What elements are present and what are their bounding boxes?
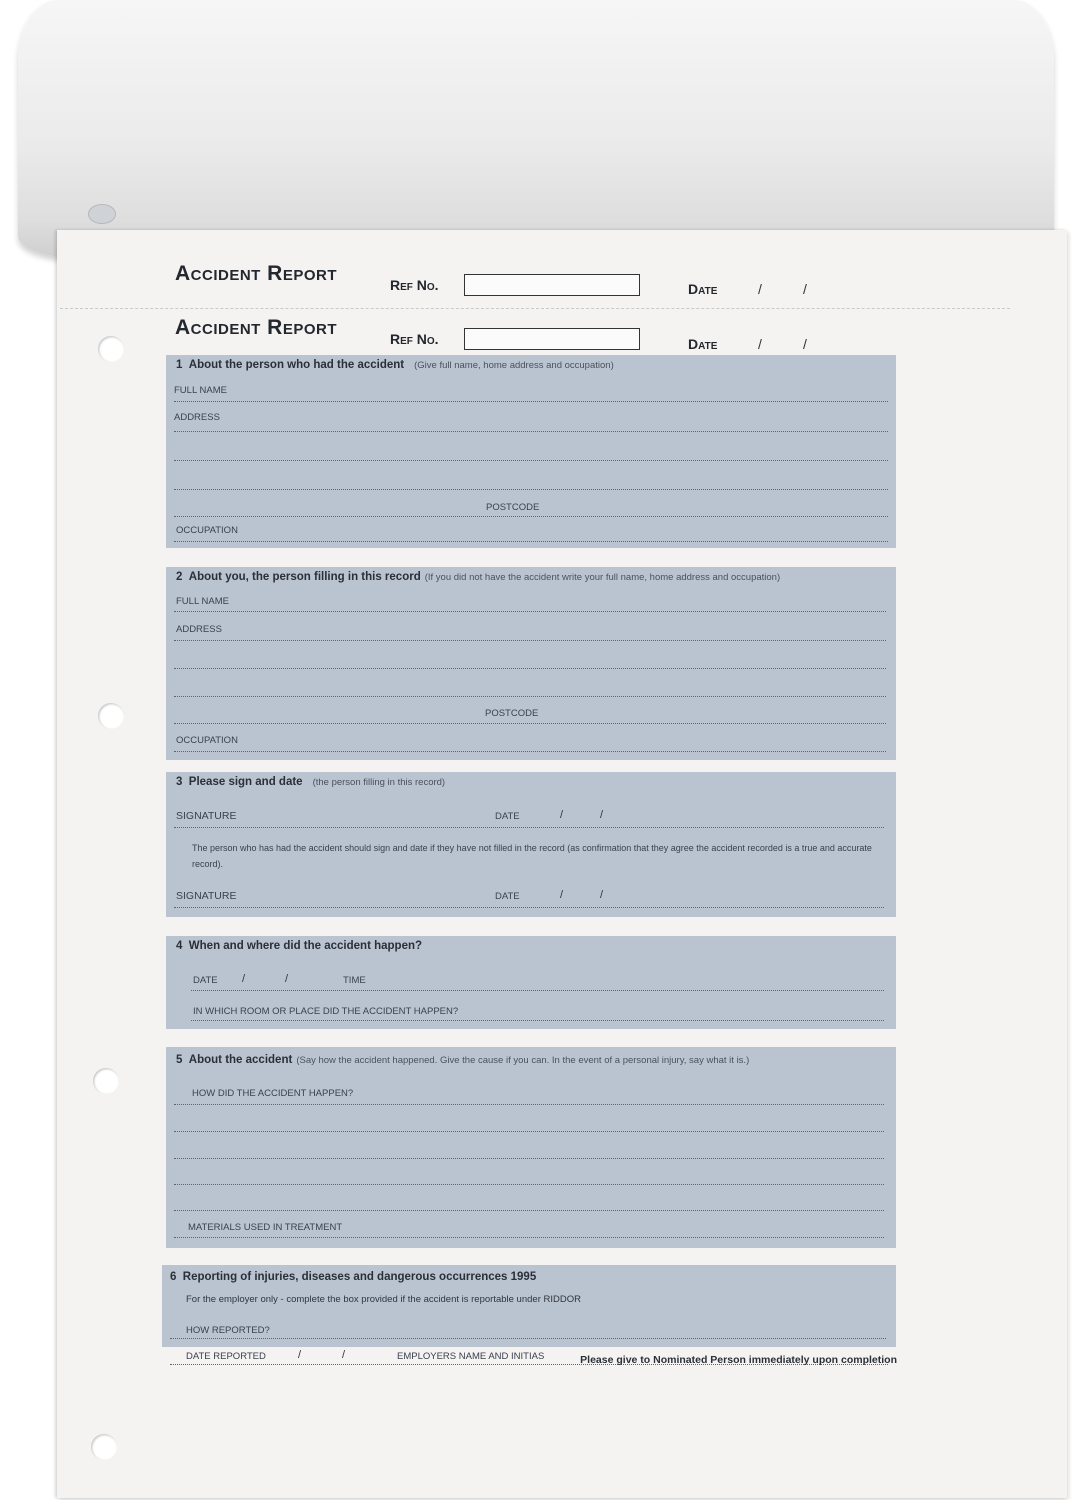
date-slash: / (285, 973, 289, 985)
address-field[interactable] (174, 640, 886, 641)
how-happened-field[interactable] (174, 1184, 884, 1185)
section-1 (166, 355, 896, 548)
date-label: Date (688, 336, 718, 352)
address-field[interactable] (174, 431, 888, 432)
address-field[interactable] (174, 696, 886, 697)
perforation-line (60, 308, 1010, 309)
section-4 (166, 936, 896, 1029)
address-field[interactable] (174, 489, 888, 490)
ref-no-label: Ref No. (390, 277, 439, 293)
ref-no-label: Ref No. (390, 331, 439, 347)
signature-label: SIGNATURE (176, 890, 237, 902)
employer-note: For the employer only - complete the box provided if the accident is reportable under RIDDOR (186, 1294, 581, 1305)
how-happened-field[interactable] (174, 1131, 884, 1132)
date-label: DATE (495, 811, 520, 822)
date-label: DATE (495, 891, 520, 902)
section-3 (166, 772, 896, 917)
date-label: Date (688, 281, 718, 297)
date-slash: / (242, 973, 246, 985)
section-2-title: 2 About you, the person filling in this record (If you did not have the accident write your full name, home address and occupation) (176, 571, 781, 583)
punch-hole (91, 1434, 117, 1460)
address-field[interactable] (174, 668, 886, 669)
how-happened-label: HOW DID THE ACCIDENT HAPPEN? (192, 1088, 354, 1099)
section-5-title: 5 About the accident (Say how the accident happened. Give the cause if you can. In the event of a personal injury, say what it is.) (176, 1054, 750, 1066)
full-name-field[interactable] (174, 401, 888, 402)
how-reported-label: HOW REPORTED? (186, 1325, 270, 1336)
footer-note: Please give to Nominated Person immediately upon completion (580, 1354, 897, 1366)
signature-field[interactable] (174, 907, 884, 908)
full-name-label: FULL NAME (174, 385, 227, 396)
occupation-label: OCCUPATION (176, 735, 238, 746)
ref-no-field[interactable] (464, 328, 640, 350)
postcode-field[interactable] (174, 516, 888, 517)
how-happened-field[interactable] (174, 1158, 884, 1159)
section-3-title: 3 Please sign and date (the person filling in this record) (176, 776, 446, 788)
address-label: ADDRESS (176, 624, 222, 635)
section-6-title: 6 Reporting of injuries, diseases and dangerous occurrences 1995 (170, 1271, 537, 1283)
date-slash: / (600, 889, 604, 901)
page-title: Accident Report (175, 262, 338, 285)
curled-top-sheet (18, 0, 1054, 258)
occupation-label: OCCUPATION (176, 525, 238, 536)
punch-hole (93, 1068, 119, 1094)
date-slash: / (803, 336, 807, 352)
binding-hole (88, 204, 116, 224)
signature-label: SIGNATURE (176, 810, 237, 822)
postcode-label: POSTCODE (485, 708, 539, 719)
date-slash: / (298, 1349, 302, 1361)
postcode-field[interactable] (174, 723, 886, 724)
date-slash: / (758, 281, 762, 297)
address-label: ADDRESS (174, 412, 220, 423)
employers-name-label: EMPLOYERS NAME AND INITIAS (397, 1351, 545, 1362)
date-slash: / (560, 809, 564, 821)
punch-hole (98, 703, 124, 729)
materials-label: MATERIALS USED IN TREATMENT (188, 1222, 343, 1233)
date-slash: / (342, 1349, 346, 1361)
occupation-field[interactable] (174, 751, 886, 752)
how-happened-field[interactable] (174, 1210, 884, 1211)
section-4-title: 4 When and where did the accident happen? (176, 940, 423, 952)
date-slash: / (758, 336, 762, 352)
section-1-title: 1 About the person who had the accident (Give full name, home address and occupation) (176, 359, 614, 371)
date-label: DATE (193, 975, 218, 986)
full-name-field[interactable] (174, 611, 886, 612)
how-happened-field[interactable] (174, 1104, 884, 1105)
date-reported-label: DATE REPORTED (186, 1351, 266, 1362)
postcode-label: POSTCODE (486, 502, 540, 513)
signature-field[interactable] (174, 827, 884, 828)
date-time-field[interactable] (191, 990, 884, 991)
punch-hole (98, 336, 124, 362)
date-slash: / (803, 281, 807, 297)
section-5 (166, 1047, 896, 1248)
how-reported-field[interactable] (170, 1338, 886, 1339)
page-title: Accident Report (175, 316, 338, 339)
materials-field[interactable] (174, 1237, 884, 1238)
address-field[interactable] (174, 460, 888, 461)
date-slash: / (560, 889, 564, 901)
place-label: IN WHICH ROOM OR PLACE DID THE ACCIDENT HAPPEN? (193, 1006, 459, 1017)
section-2 (166, 567, 896, 760)
confirmation-note: The person who has had the accident should sign and date if they have not filled in the record (as confirmation that they agree the accident recorded is a true and accurate record). (192, 843, 872, 869)
ref-no-field[interactable] (464, 274, 640, 296)
full-name-label: FULL NAME (176, 596, 229, 607)
place-field[interactable] (191, 1020, 884, 1021)
date-slash: / (600, 809, 604, 821)
time-label: TIME (343, 975, 366, 986)
occupation-field[interactable] (174, 541, 888, 542)
